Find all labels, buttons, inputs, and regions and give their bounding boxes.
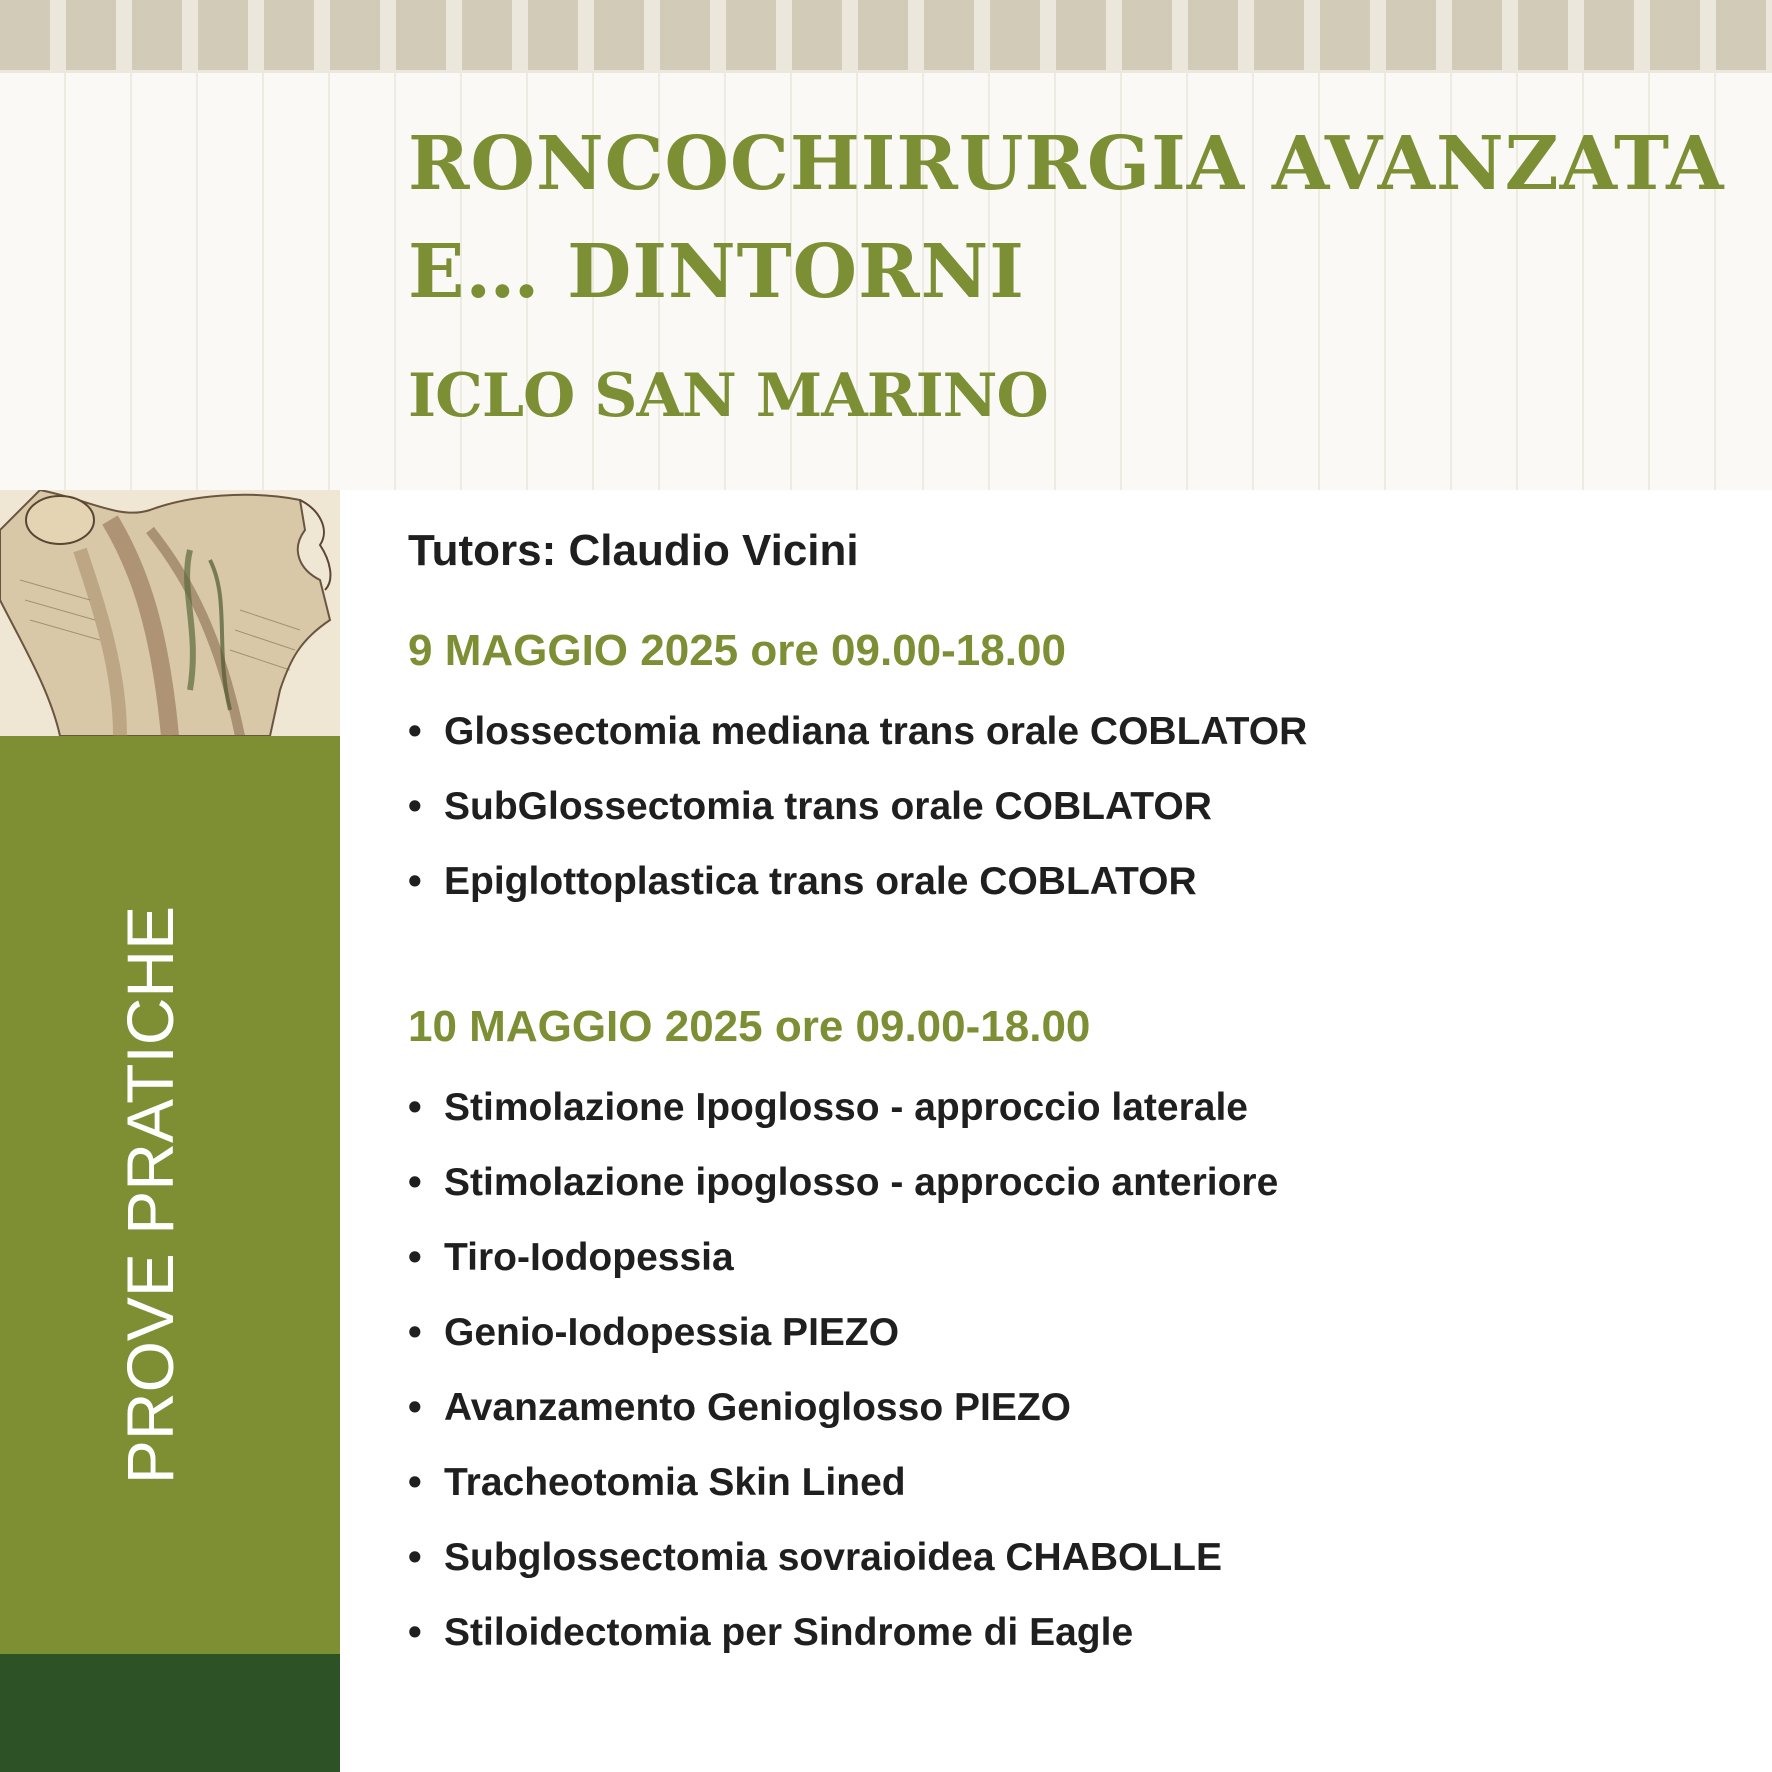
bullet-icon: • bbox=[408, 1311, 422, 1354]
neck-anatomy-drawing bbox=[0, 490, 340, 736]
bullet-icon: • bbox=[408, 710, 422, 753]
side-label: PROVE PRATICHE bbox=[113, 905, 187, 1485]
bullet-icon: • bbox=[408, 1086, 422, 1129]
bullet-icon: • bbox=[408, 1161, 422, 1204]
day-2-heading: 10 MAGGIO 2025 ore 09.00-18.00 bbox=[408, 1002, 1091, 1051]
list-item: • Stimolazione Ipoglosso - approccio laterale bbox=[408, 1070, 1278, 1145]
day-1-heading: 9 MAGGIO 2025 ore 09.00-18.00 bbox=[408, 626, 1066, 675]
list-item: • Tiro-Iodopessia bbox=[408, 1220, 1278, 1295]
list-item: • Tracheotomia Skin Lined bbox=[408, 1445, 1278, 1520]
page-title: RONCOCHIRURGIA AVANZATA E… DINTORNI bbox=[408, 121, 1725, 315]
page-subtitle: ICLO SAN MARINO bbox=[408, 361, 1048, 431]
bullet-icon: • bbox=[408, 860, 422, 903]
list-item: • Avanzamento Genioglosso PIEZO bbox=[408, 1370, 1278, 1445]
anatomy-illustration bbox=[0, 490, 340, 736]
day-2-list bbox=[408, 1070, 1278, 1670]
list-item: • Glossectomia mediana trans orale COBLATOR bbox=[408, 694, 1307, 769]
bullet-icon: • bbox=[408, 785, 422, 828]
bullet-icon: • bbox=[408, 1236, 422, 1279]
bullet-icon: • bbox=[408, 1611, 422, 1654]
bullet-icon: • bbox=[408, 1386, 422, 1429]
list-item: • Stiloidectomia per Sindrome di Eagle bbox=[408, 1595, 1278, 1670]
list-item: • Subglossectomia sovraioidea CHABOLLE bbox=[408, 1520, 1278, 1595]
bullet-icon: • bbox=[408, 1536, 422, 1579]
list-item: • Stimolazione ipoglosso - approccio anteriore bbox=[408, 1145, 1278, 1220]
list-item: • Genio-Iodopessia PIEZO bbox=[408, 1295, 1278, 1370]
list-item: • Epiglottoplastica trans orale COBLATOR bbox=[408, 844, 1307, 919]
tutors-line: Tutors: Claudio Vicini bbox=[408, 526, 859, 575]
list-item: • SubGlossectomia trans orale COBLATOR bbox=[408, 769, 1307, 844]
day-1-list bbox=[408, 694, 1307, 919]
side-band-footer bbox=[0, 1654, 340, 1772]
bullet-icon: • bbox=[408, 1461, 422, 1504]
decorative-top-strip bbox=[0, 0, 1772, 73]
